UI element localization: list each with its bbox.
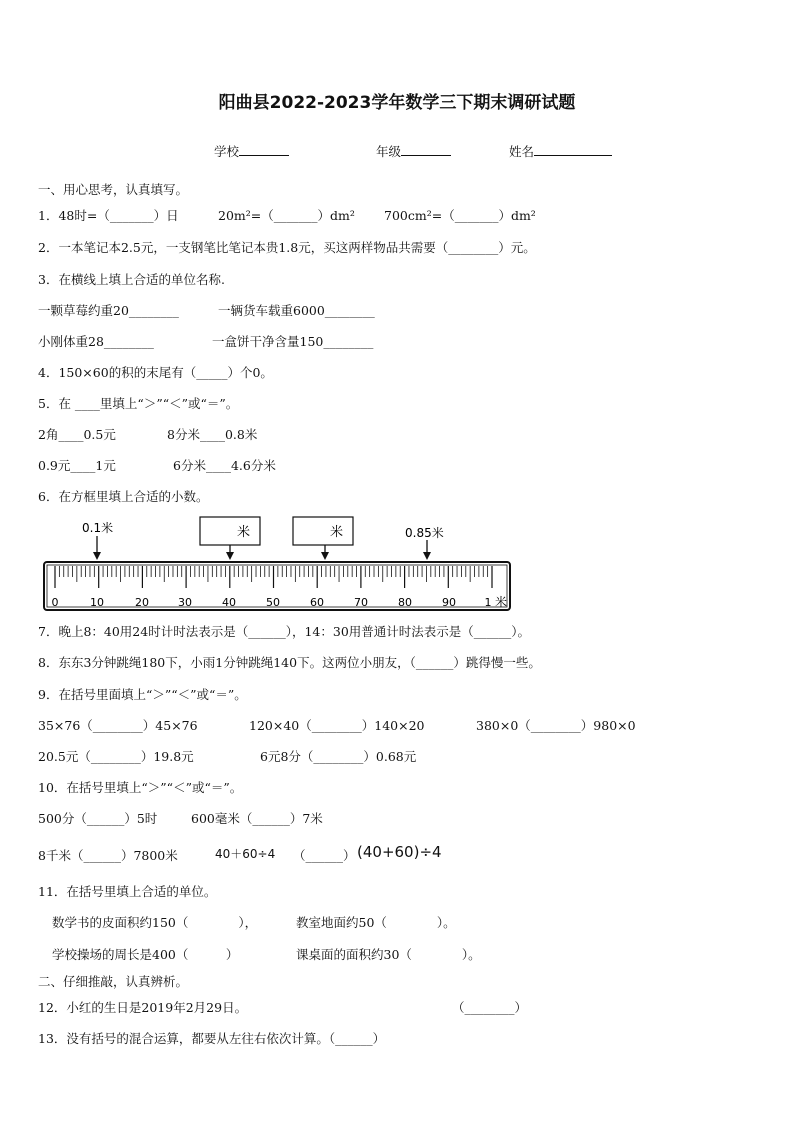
name-field[interactable]	[509, 142, 612, 160]
name-label: 姓名	[509, 144, 535, 159]
ruler-figure	[30, 510, 520, 620]
ruler-tick-label: 0	[51, 596, 59, 609]
ruler-tick-label: 70	[354, 596, 368, 609]
question-3-stem: 3．在横线上填上合适的单位名称.	[38, 272, 225, 287]
question-1c: 700cm²=（_______）dm²	[384, 208, 536, 223]
ruler-tick-label: 40	[222, 596, 236, 609]
ruler-label-right: 0.85米	[405, 526, 444, 540]
question-7: 7．晚上8：40用24时计时法表示是（______），14：30用普通计时法表示是（______）。	[38, 624, 531, 639]
question-11c: 学校操场的周长是400（ ）	[52, 947, 239, 962]
question-10f: (40+60)÷4	[357, 843, 442, 861]
ruler-answer-box-2[interactable]	[293, 517, 353, 545]
question-9d: 20.5元（________）19.8元	[38, 749, 194, 764]
question-6-stem: 6．在方框里填上合适的小数。	[38, 489, 209, 504]
question-5b: 8分米____0.8米	[167, 427, 258, 442]
question-8: 8．东东3分钟跳绳180下，小雨1分钟跳绳140下。这两位小朋友，（______）跳得慢一些。	[38, 655, 541, 670]
school-field[interactable]	[214, 142, 289, 160]
question-9a: 35×76（________）45×76	[38, 718, 198, 733]
ruler-tick-label: 30	[178, 596, 192, 609]
ruler-tick-label: 1	[484, 596, 492, 609]
ruler-unit-label: 米	[495, 595, 508, 609]
question-10-stem: 10．在括号里填上“＞”“＜”或“＝”。	[38, 780, 243, 795]
section-1-heading: 一、用心思考，认真填写。	[38, 182, 189, 197]
question-3a: 一颗草莓约重20________	[38, 303, 179, 318]
ruler-answer-box-1[interactable]	[200, 517, 260, 545]
ruler-tick-label: 10	[90, 596, 104, 609]
question-11a: 数学书的皮面积约150（ ），	[52, 915, 258, 930]
question-12-blank: （________）	[452, 1000, 528, 1015]
question-9e: 6元8分（________）0.68元	[260, 749, 417, 764]
question-3d: 一盒饼干净含量150________	[212, 334, 374, 349]
question-10e: （______）	[293, 848, 356, 863]
question-1a: 1．48时=（_______）日	[38, 208, 179, 223]
ruler-tick-label: 50	[266, 596, 280, 609]
question-5d: 6分米____4.6分米	[173, 458, 276, 473]
question-5-stem: 5．在 ____里填上“＞”“＜”或“＝”。	[38, 396, 239, 411]
question-10b: 600毫米（______）7米	[191, 811, 323, 826]
question-9-stem: 9．在括号里面填上“＞”“＜”或“＝”。	[38, 687, 247, 702]
question-10d: 40＋60÷4	[215, 847, 276, 861]
ruler-label-left: 0.1米	[82, 521, 114, 535]
question-11d: 课桌面的面积约30（ ）。	[296, 947, 481, 962]
question-4: 4．150×60的积的末尾有（_____）个0。	[38, 365, 273, 380]
question-3b: 一辆货车载重6000________	[218, 303, 375, 318]
ruler-tick-label: 90	[442, 596, 456, 609]
question-9c: 380×0（________）980×0	[476, 718, 636, 733]
school-label: 学校	[214, 144, 240, 159]
ruler-tick-label: 80	[398, 596, 412, 609]
question-5c: 0.9元____1元	[38, 458, 116, 473]
section-2-heading: 二、仔细推敲，认真辨析。	[38, 974, 189, 989]
question-3c: 小刚体重28________	[38, 334, 154, 349]
page-title: 阳曲县2022-2023学年数学三下期末调研试题	[218, 93, 576, 113]
grade-label: 年级	[376, 144, 402, 159]
question-11b: 教室地面约50（ ）。	[296, 915, 456, 930]
ruler-box-2-unit: 米	[330, 525, 344, 540]
question-13: 13．没有括号的混合运算，都要从左往右依次计算。（______）	[38, 1031, 386, 1046]
question-5a: 2角____0.5元	[38, 427, 116, 442]
ruler-tick-label: 60	[310, 596, 324, 609]
question-9b: 120×40（________）140×20	[249, 718, 425, 733]
question-11-stem: 11．在括号里填上合适的单位。	[38, 884, 217, 899]
question-10c: 8千米（______）7800米	[38, 848, 178, 863]
grade-field[interactable]	[376, 142, 451, 160]
question-1b: 20m²=（_______）dm²	[218, 208, 355, 223]
question-2: 2．一本笔记本2.5元，一支钢笔比笔记本贵1.8元，买这两样物品共需要（________）元。	[38, 240, 536, 255]
question-12: 12．小红的生日是2019年2月29日。	[38, 1000, 248, 1015]
ruler-box-1-unit: 米	[237, 525, 251, 540]
ruler-tick-label: 20	[135, 596, 149, 609]
question-10a: 500分（______）5时	[38, 811, 158, 826]
